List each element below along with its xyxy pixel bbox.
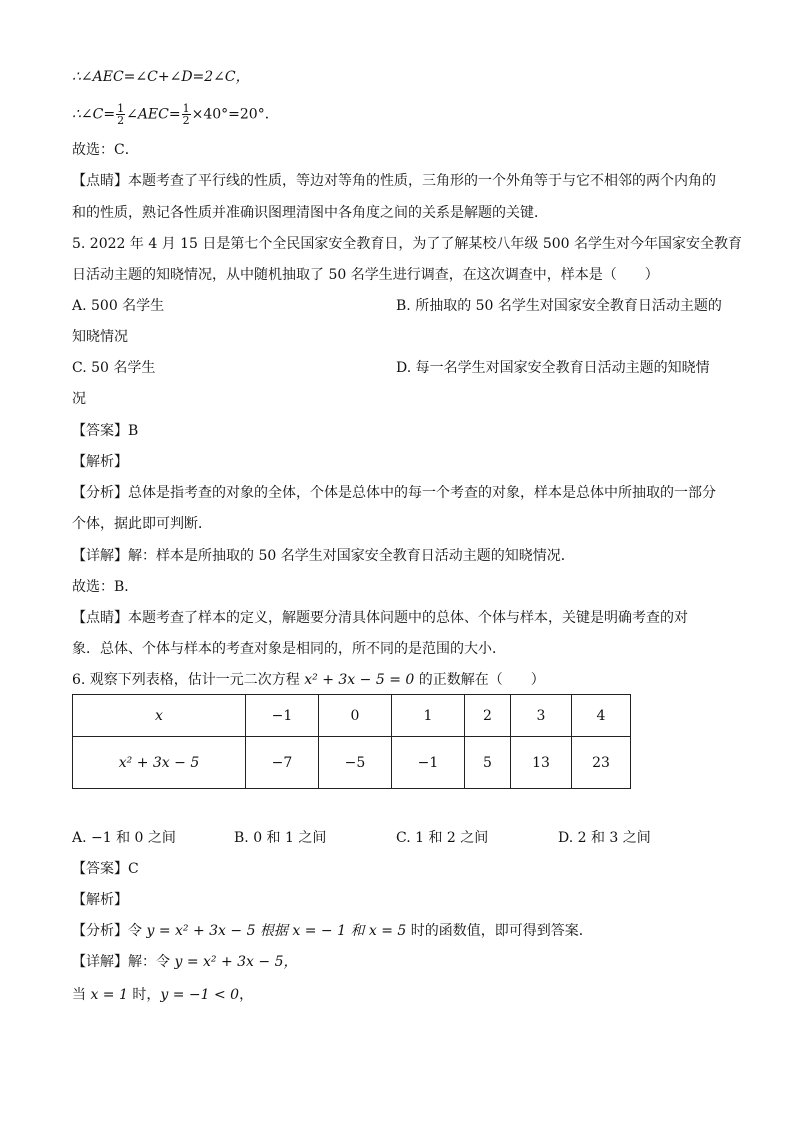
- proof-line-1: ∴∠AEC=∠C+∠D=2∠C，: [72, 69, 250, 85]
- q6-last-a: 当: [72, 987, 91, 1003]
- q6-text-a: 6. 观察下列表格，估计一元二次方程: [72, 672, 305, 688]
- q6-answer: 【答案】C: [72, 861, 139, 877]
- fraction-denominator: 2: [182, 114, 190, 127]
- q6-fenxi-d: 时的函数值，即可得到答案．: [406, 923, 593, 939]
- table-row-fx: [73, 737, 631, 789]
- table-cell: −5: [319, 737, 392, 789]
- table-cell: 23: [572, 737, 631, 789]
- q5-fenxi-line-1: 【分析】总体是指考查的对象的全体，个体是总体中的每一个考查的对象，样本是总体中所抽取的一部分: [72, 485, 716, 501]
- q5-dianjing-line-1: 【点睛】本题考查了样本的定义，解题要分清具体问题中的总体、个体与样本，关键是明确考查的对: [72, 610, 688, 626]
- q6-last-line: [72, 985, 253, 1005]
- q6-xiangjie-a: 【详解】解：令: [72, 954, 175, 970]
- q6-last-c: 时，: [127, 987, 161, 1003]
- comment-line-2: 和的性质，熟记各性质并准确识图理清图中各角度之间的关系是解题的关键．: [72, 205, 548, 221]
- q6-xiangjie-y: y: [174, 954, 183, 970]
- q5-xiangjie: 【详解】解：样本是所抽取的 50 名学生对国家安全教育日活动主题的知晓情况．: [72, 548, 575, 564]
- table-cell: −1: [246, 695, 319, 737]
- q5-dianjing-line-2: 象．总体、个体与样本的考查对象是相同的，所不同的是范围的大小．: [72, 641, 506, 657]
- table-cell: 13: [511, 737, 572, 789]
- table-cell: 5: [465, 737, 511, 789]
- q6-equation: x² + 3x − 5 = 0: [304, 672, 415, 688]
- proof-line-2-mid: ∠AEC=: [126, 106, 181, 123]
- q5-option-d-line-1: D. 每一名学生对国家安全教育日活动主题的知晓情: [396, 360, 710, 376]
- table-cell: 2: [465, 695, 511, 737]
- q6-xiangjie-b: = x² + 3x − 5，: [182, 954, 298, 970]
- table-row-x: [73, 695, 631, 737]
- q6-fenxi-a: 【分析】令: [72, 923, 147, 939]
- q5-analysis-heading: 【解析】: [72, 454, 128, 470]
- q5-option-b-line-2: 知晓情况: [72, 329, 128, 345]
- q5-answer: 【答案】B: [72, 423, 139, 439]
- q5-choice: 故选：B．: [72, 579, 139, 595]
- question-5-line-2: 日活动主题的知晓情况，从中随机抽取了 50 名学生进行调查，在这次调查中，样本是（ ）: [72, 267, 659, 283]
- q6-option-c: C. 1 和 2 之间: [396, 830, 489, 846]
- proof-line-2-suffix: ×40°=20°．: [191, 106, 279, 123]
- q6-text-b: 的正数解在（ ）: [414, 672, 545, 688]
- q6-fenxi-y: y: [146, 923, 155, 939]
- q5-option-d-line-2: 况: [72, 391, 86, 407]
- table-cell: 1: [392, 695, 465, 737]
- q6-analysis-heading: 【解析】: [72, 892, 128, 908]
- q6-last-e: ，: [239, 987, 254, 1003]
- comment-line-1: 【点睛】本题考查了平行线的性质，等边对等角的性质，三角形的一个外角等于与它不相邻的两个内角的: [72, 173, 716, 189]
- q6-fenxi-b: = x² + 3x − 5 根据: [154, 923, 293, 939]
- values-table: [72, 694, 631, 789]
- q6-option-a: A. −1 和 0 之间: [72, 830, 176, 846]
- q6-last-b: x = 1: [90, 987, 128, 1003]
- table-cell: 3: [511, 695, 572, 737]
- table-cell: 0: [319, 695, 392, 737]
- q6-last-d: y = −1 < 0: [160, 987, 240, 1003]
- q6-option-d: D. 2 和 3 之间: [558, 830, 651, 846]
- fraction-numerator: 1: [117, 102, 125, 115]
- proof-line-2: [72, 103, 279, 126]
- q6-xiangjie: [72, 952, 298, 972]
- q5-option-a: A. 500 名学生: [72, 298, 165, 314]
- question-5-line-1: 5. 2022 年 4 月 15 日是第七个全民国家安全教育日，为了了解某校八年级 500 名学生对今年国家安全教育: [72, 236, 743, 252]
- question-6-line-1: [72, 670, 545, 690]
- table-cell: −7: [246, 737, 319, 789]
- fraction-one-half-2: [182, 103, 191, 126]
- q6-option-b: B. 0 和 1 之间: [234, 830, 327, 846]
- q6-fenxi: [72, 921, 593, 941]
- q5-option-c: C. 50 名学生: [72, 360, 156, 376]
- q6-fenxi-c: x = − 1 和 x = 5: [292, 923, 407, 939]
- choice-line: 故选：C．: [72, 142, 139, 158]
- table-cell: −1: [392, 737, 465, 789]
- table-cell: x: [73, 695, 246, 737]
- q5-option-b-line-1: B. 所抽取的 50 名学生对国家安全教育日活动主题的: [396, 298, 722, 314]
- proof-line-2-prefix: ∴∠C=: [72, 106, 116, 123]
- table-cell: x² + 3x − 5: [73, 737, 246, 789]
- fraction-one-half: [116, 103, 125, 126]
- fraction-numerator: 1: [182, 102, 190, 115]
- fraction-denominator: 2: [117, 114, 125, 127]
- q5-fenxi-line-2: 个体，据此即可判断．: [72, 516, 212, 532]
- table-cell: 4: [572, 695, 631, 737]
